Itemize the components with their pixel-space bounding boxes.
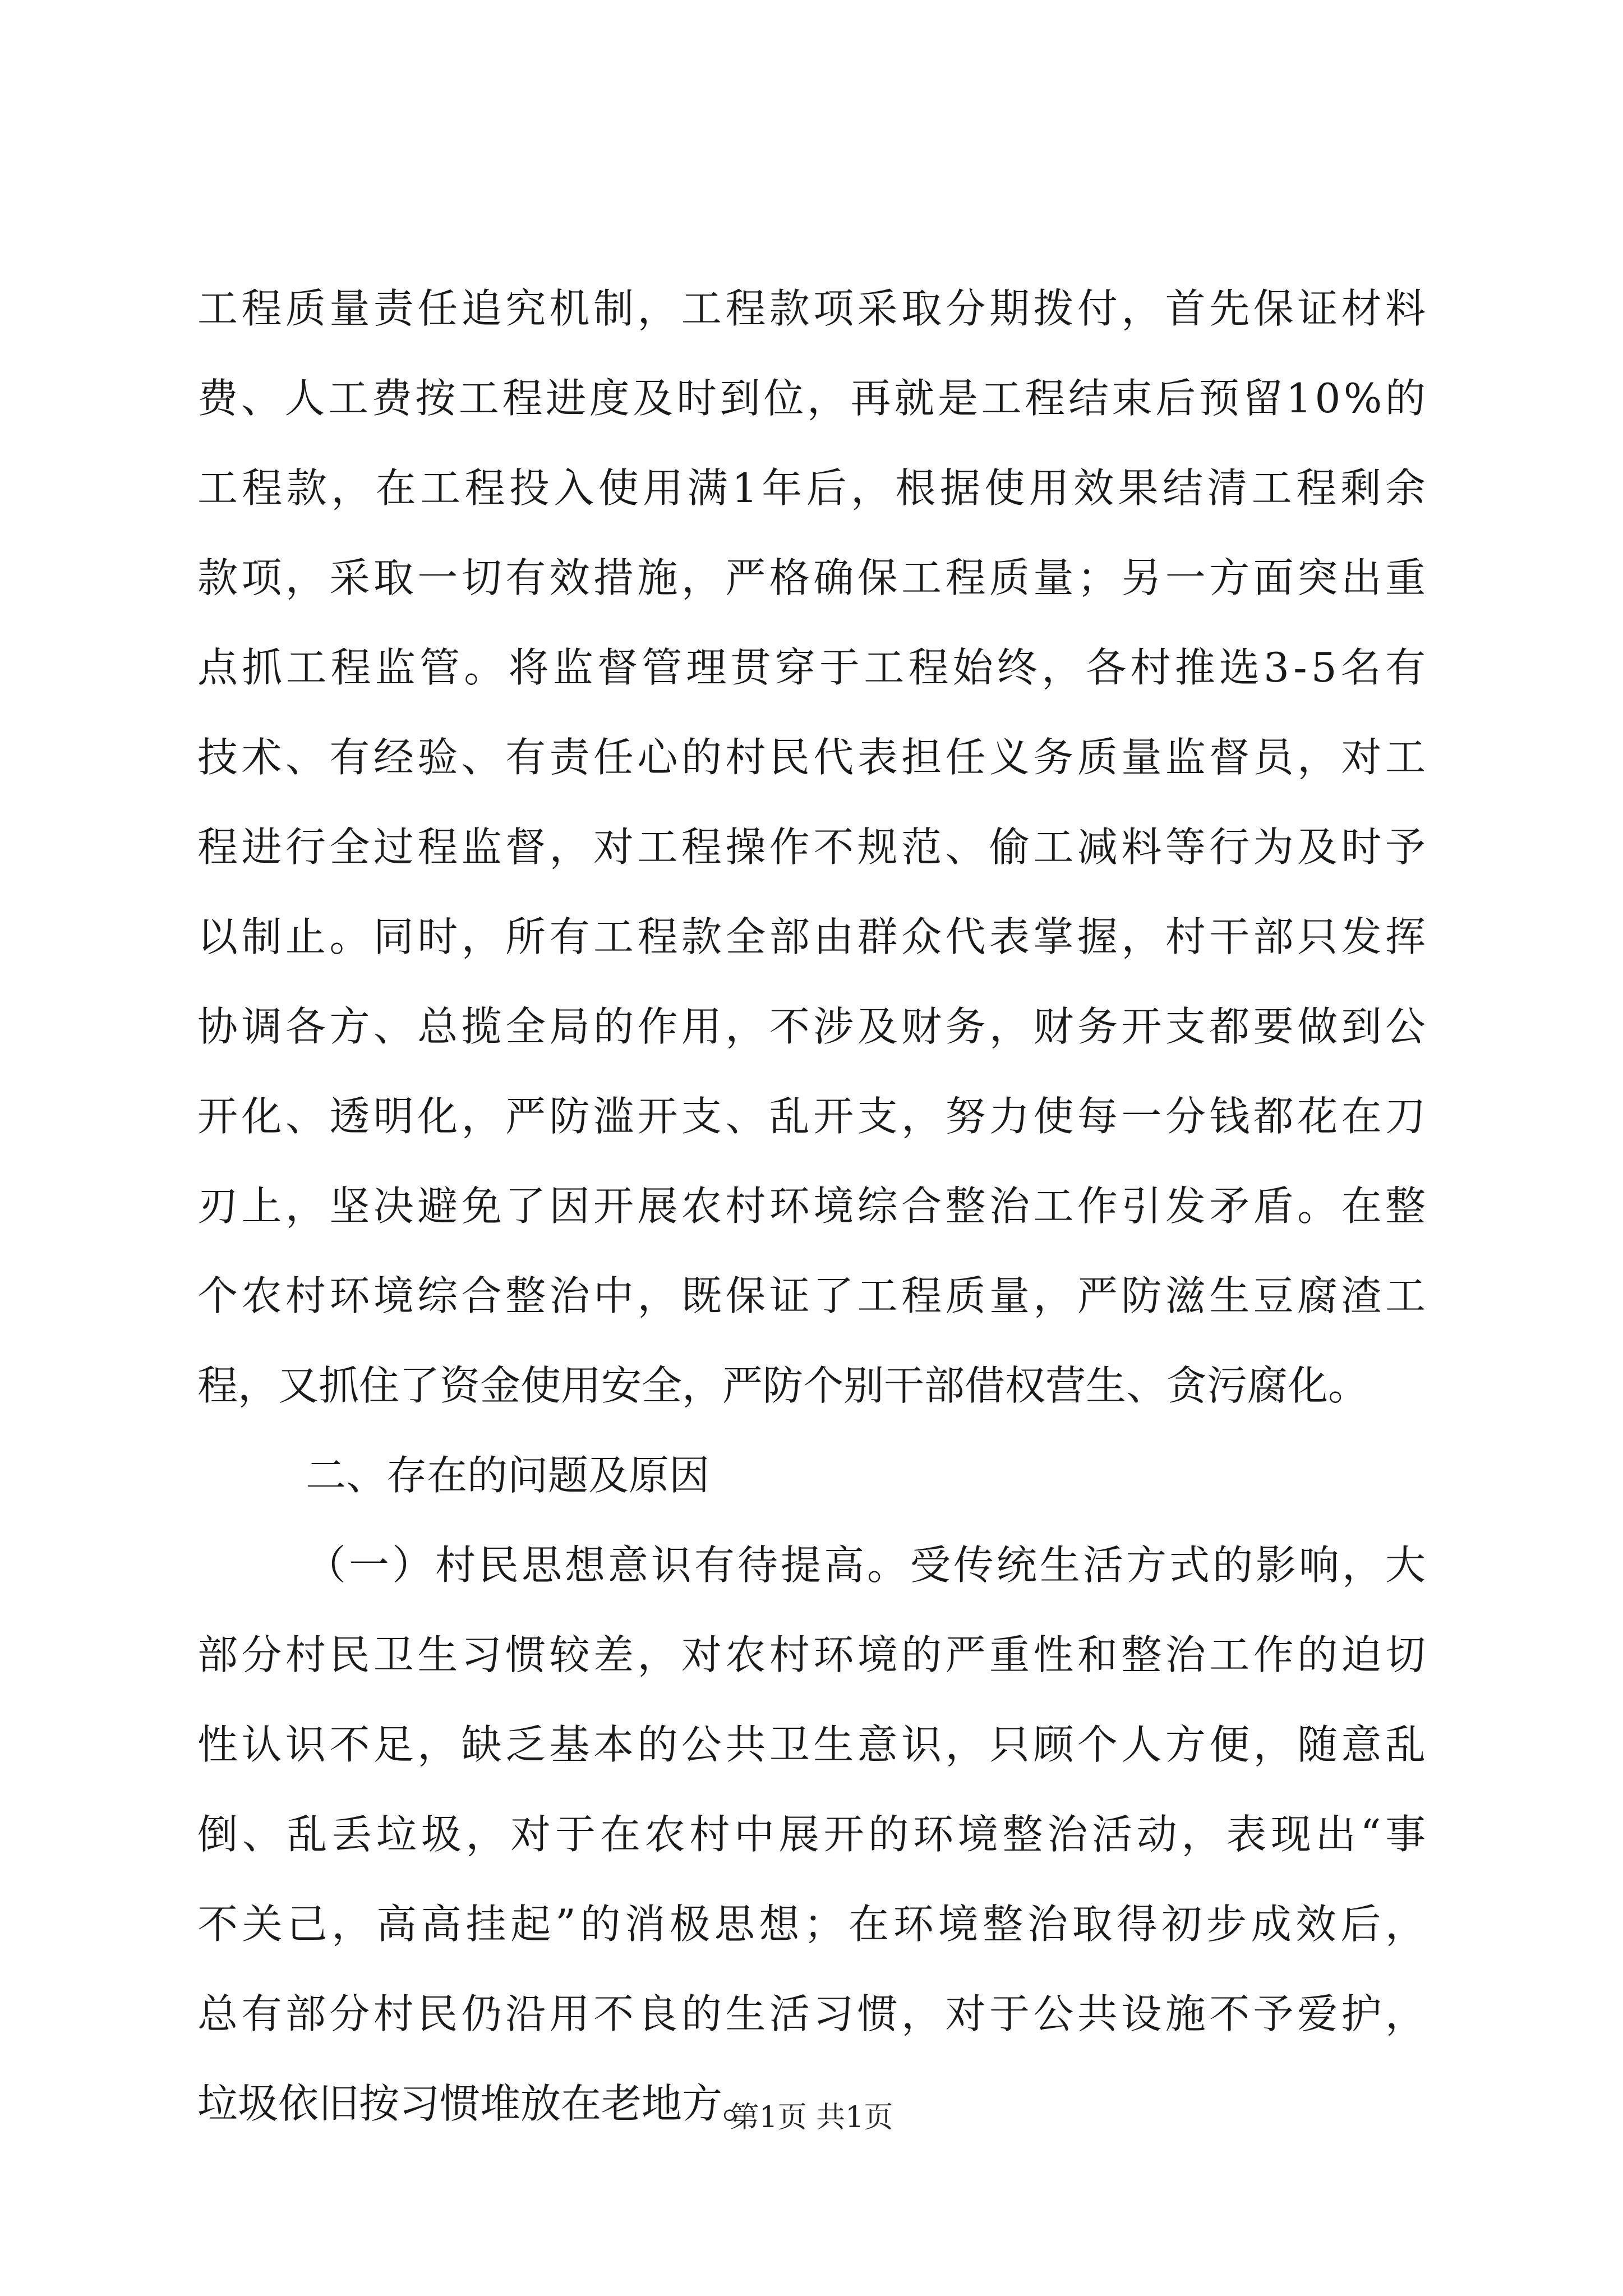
text-line: 以制止。同时，所有工程款全部由群众代表掌握，村干部只发挥	[197, 913, 1430, 960]
text-line: 点抓工程监管。将监督管理贯穿于工程始终，各村推选3-5名有	[197, 644, 1430, 691]
text-line: 程进行全过程监督，对工程操作不规范、偷工减料等行为及时予	[197, 823, 1430, 871]
text-line: 垃圾依旧按习惯堆放在老地方。	[197, 2080, 763, 2127]
text-line: 款项，采取一切有效措施，严格确保工程质量；另一方面突出重	[197, 554, 1430, 601]
text-line: 程，又抓住了资金使用安全，严防个别干部借权营生、贪污腐化。	[197, 1362, 1369, 1409]
text-line: 总有部分村民仍沿用不良的生活习惯，对于公共设施不予爱护，	[197, 1990, 1430, 2037]
text-line: 开化、透明化，严防滥开支、乱开支，努力使每一分钱都花在刀	[197, 1093, 1430, 1140]
text-line: 不关己，高高挂起”的消极思想；在环境整治取得初步成效后，	[197, 1901, 1430, 1948]
text-line: 技术、有经验、有责任心的村民代表担任义务质量监督员，对工	[197, 734, 1430, 781]
text-line: 性认识不足，缺乏基本的公共卫生意识，只顾个人方便，随意乱	[197, 1721, 1430, 1768]
text-line: 工程质量责任追究机制，工程款项采取分期拨付，首先保证材料	[197, 285, 1430, 332]
page-number-footer: 第1页 共1页	[730, 2101, 893, 2134]
text-line: 协调各方、总揽全局的作用，不涉及财务，财务开支都要做到公	[197, 1003, 1430, 1050]
text-line: 倒、乱丢垃圾，对于在农村中展开的环境整治活动，表现出“事	[197, 1811, 1430, 1858]
text-line: 刃上，坚决避免了因开展农村环境综合整治工作引发矛盾。在整	[197, 1182, 1430, 1230]
text-line: 工程款，在工程投入使用满1年后，根据使用效果结清工程剩余	[197, 464, 1430, 512]
text-line: （一）村民思想意识有待提高。受传统生活方式的影响，大	[306, 1542, 1428, 1589]
text-line: 个农村环境综合整治中，既保证了工程质量，严防滋生豆腐渣工	[197, 1272, 1430, 1319]
text-line: 部分村民卫生习惯较差，对农村环境的严重性和整治工作的迫切	[197, 1631, 1430, 1678]
section-heading: 二、存在的问题及原因	[306, 1452, 710, 1499]
text-line: 费、人工费按工程进度及时到位，再就是工程结束后预留10%的	[197, 375, 1429, 422]
